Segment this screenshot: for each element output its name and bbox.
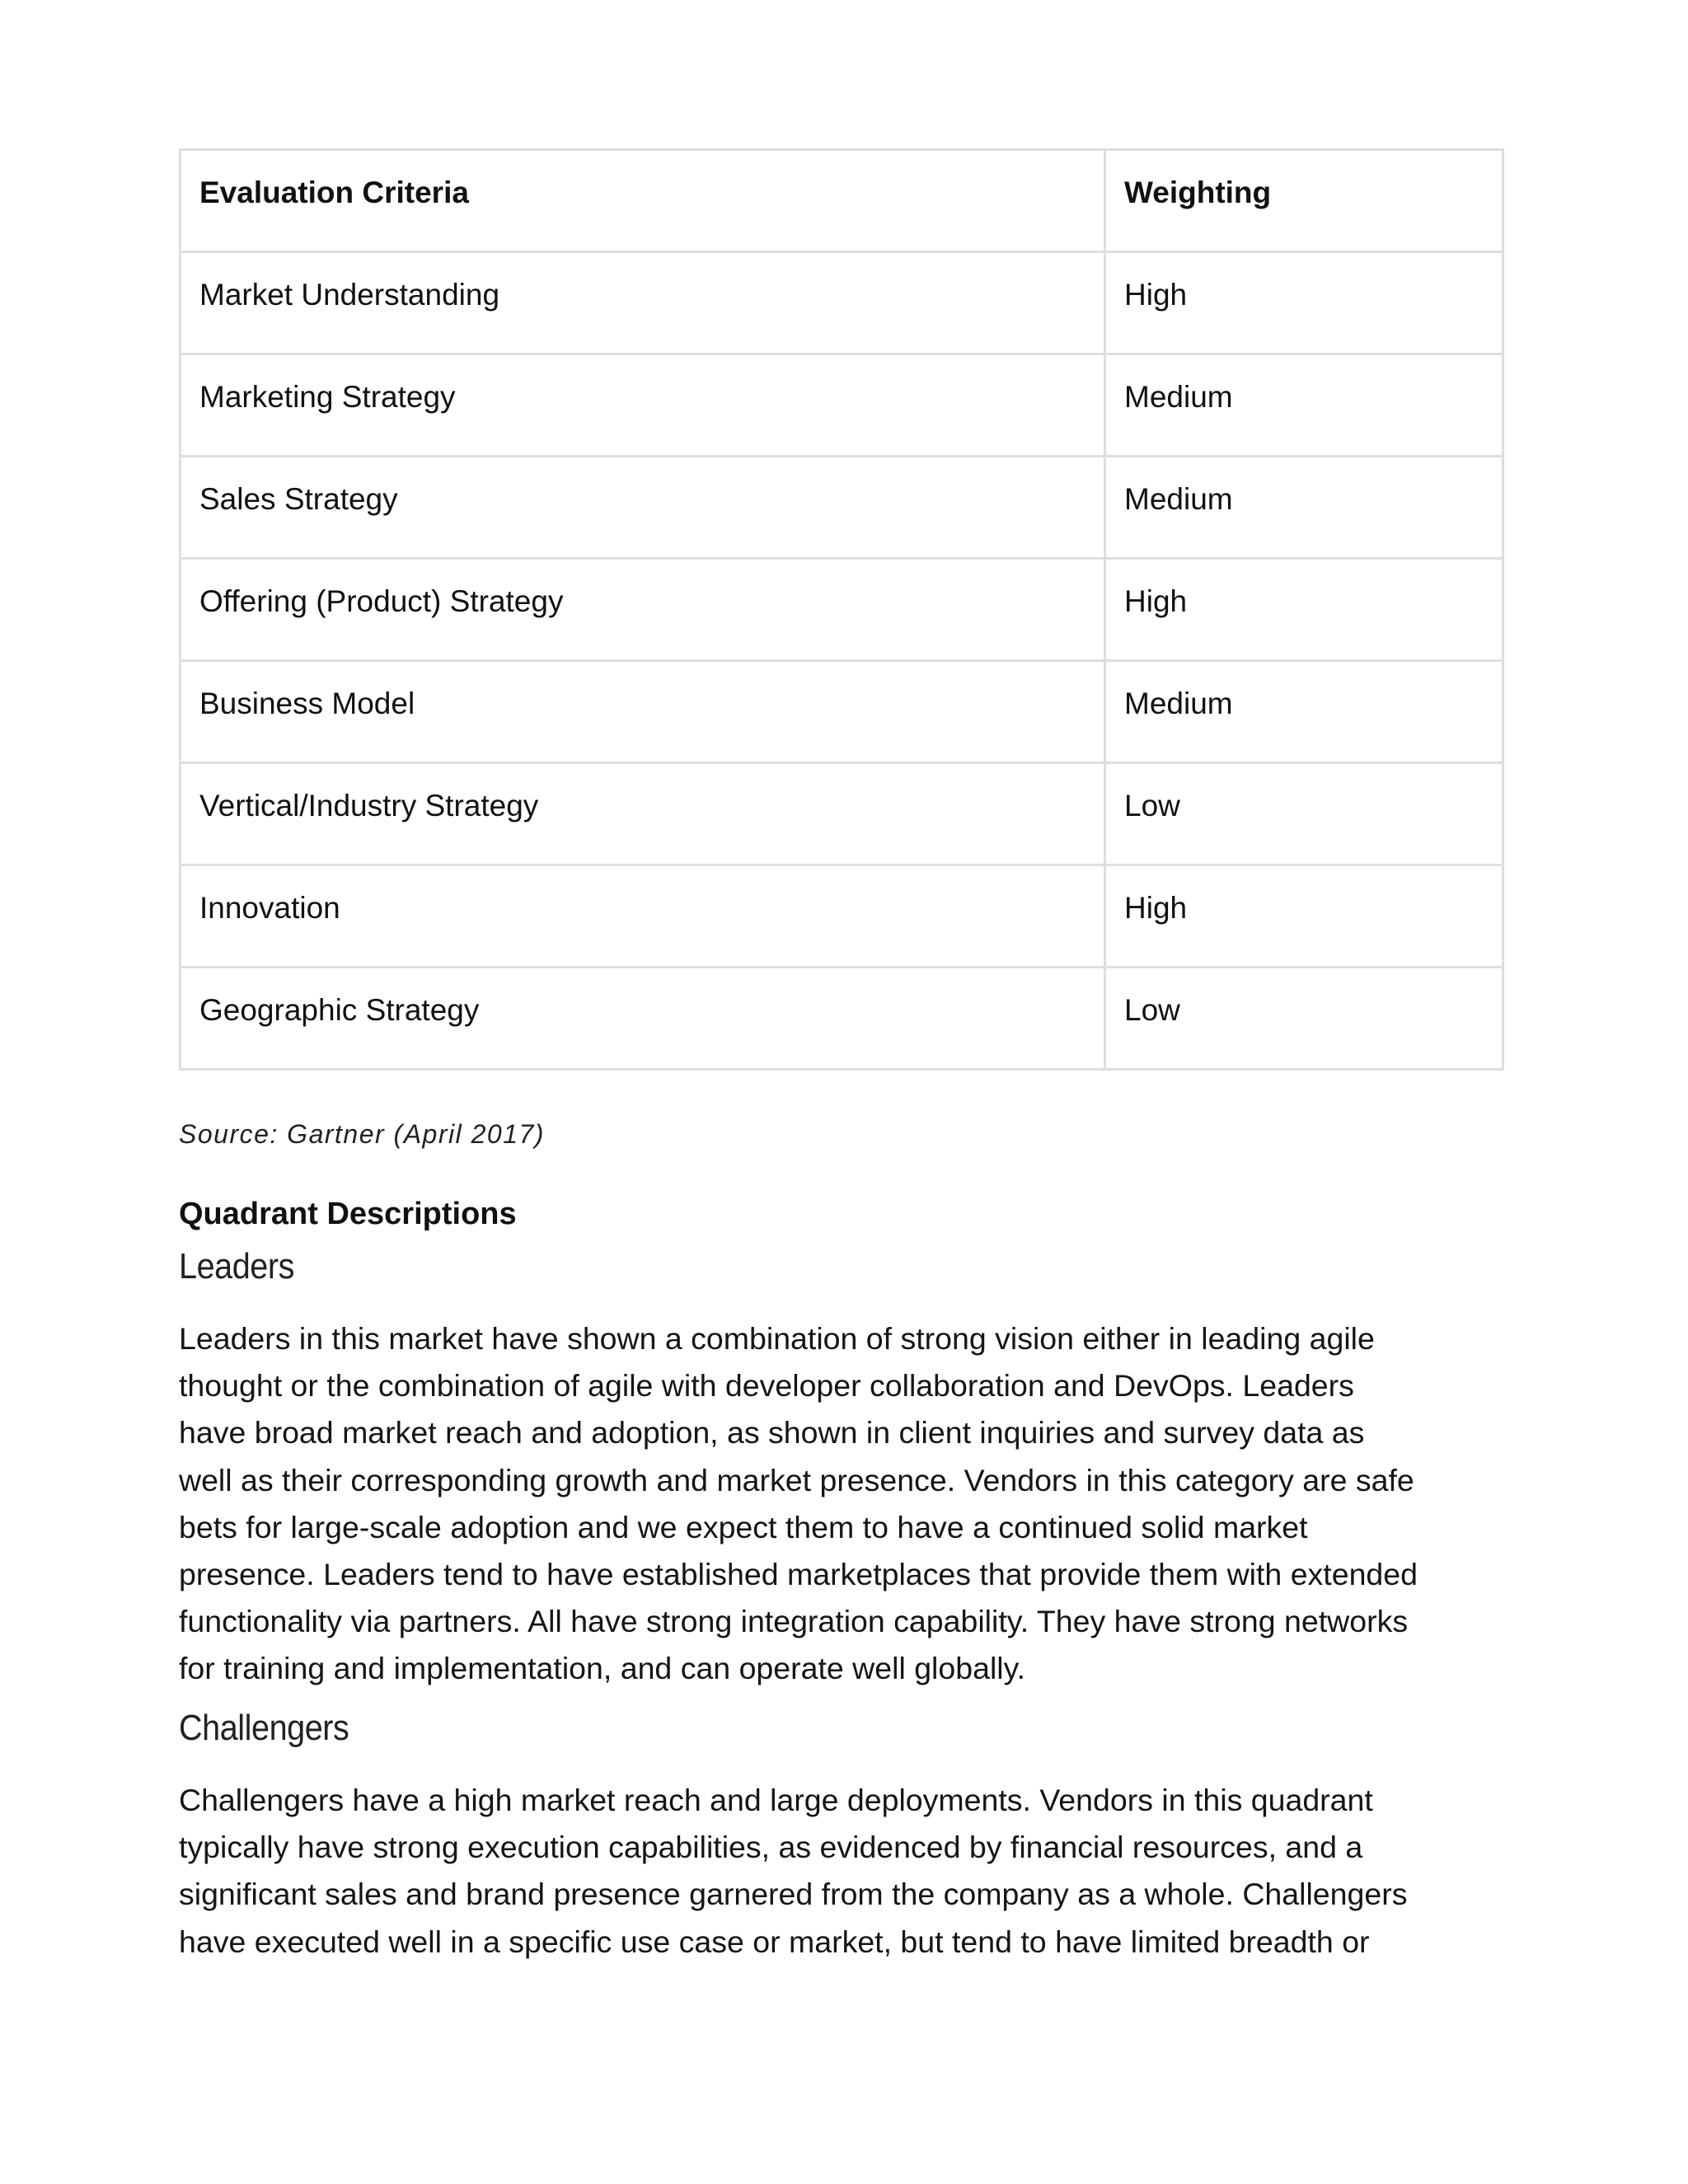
challengers-paragraph [179,1777,1510,1966]
evaluation-criteria-table [179,148,1504,1071]
paragraph-line: significant sales and brand presence garnered from the company as a whole. Challengers [179,1877,1408,1912]
table-row [181,968,1503,1070]
cell-text: Low [1124,993,1180,1027]
quadrant-descriptions-heading: Quadrant Descriptions [179,1197,517,1231]
weighting-cell [1105,763,1503,865]
table-row [181,865,1503,968]
cell-text: Marketing Strategy [199,380,456,414]
paragraph-line: presence. Leaders tend to have established marketplaces that provide them with extended [179,1557,1418,1592]
paragraph-line: thought or the combination of agile with developer collaboration and DevOps. Leaders [179,1368,1354,1404]
criteria-cell [181,661,1105,763]
table-row [181,457,1503,559]
paragraph-line: bets for large-scale adoption and we expect them to have a continued solid market [179,1509,1308,1544]
table-row [181,354,1503,457]
weighting-cell [1105,457,1503,559]
table-row [181,763,1503,865]
cell-text: Offering (Product) Strategy [199,584,564,618]
header-label: Evaluation Criteria [199,176,469,209]
criteria-cell [181,457,1105,559]
weighting-cell [1105,354,1503,457]
criteria-cell [181,865,1105,968]
challengers-heading: Challengers [179,1708,349,1748]
leaders-heading: Leaders [179,1246,294,1286]
table-row [181,559,1503,661]
cell-text: Geographic Strategy [199,993,480,1027]
criteria-cell [181,354,1105,457]
paragraph-line: have executed well in a specific use case or market, but tend to have limited breadth or [179,1924,1370,1959]
table-source-caption: Source: Gartner (April 2017) [179,1119,545,1149]
cell-text: Vertical/Industry Strategy [199,789,539,823]
weighting-cell [1105,865,1503,968]
criteria-cell [181,559,1105,661]
header-weighting [1105,150,1503,252]
paragraph-line: typically have strong execution capabilities, as evidenced by financial resources, and a [179,1830,1363,1865]
weighting-cell [1105,968,1503,1070]
weighting-cell [1105,252,1503,354]
criteria-cell [181,763,1105,865]
paragraph-line: well as their corresponding growth and market presence. Vendors in this category are safe [179,1462,1414,1497]
cell-text: Medium [1124,482,1233,516]
cell-text: High [1124,891,1188,925]
paragraph-line: Challengers have a high market reach and large deployments. Vendors in this quadrant [179,1783,1373,1817]
weighting-cell [1105,559,1503,661]
table-row [181,252,1503,354]
cell-text: High [1124,584,1188,618]
paragraph-line: Leaders in this market have shown a combination of strong vision either in leading agile [179,1321,1375,1356]
weighting-cell [1105,661,1503,763]
paragraph-line: functionality via partners. All have strong integration capability. They have strong networks [179,1604,1409,1639]
table-header-row [181,150,1503,252]
leaders-paragraph [179,1315,1510,1693]
cell-text: Business Model [199,687,415,720]
paragraph-line: have broad market reach and adoption, as shown in client inquiries and survey data as [179,1415,1365,1451]
cell-text: Sales Strategy [199,482,398,516]
cell-text: Medium [1124,687,1233,720]
cell-text: Low [1124,789,1180,823]
criteria-cell [181,968,1105,1070]
table-row [181,661,1503,763]
header-label: Weighting [1124,176,1272,209]
paragraph-line: for training and implementation, and can operate well globally. [179,1651,1026,1686]
cell-text: Medium [1124,380,1233,414]
header-evaluation-criteria [181,150,1105,252]
cell-text: Innovation [199,891,340,925]
cell-text: High [1124,278,1188,312]
cell-text: Market Understanding [199,278,500,312]
criteria-cell [181,252,1105,354]
